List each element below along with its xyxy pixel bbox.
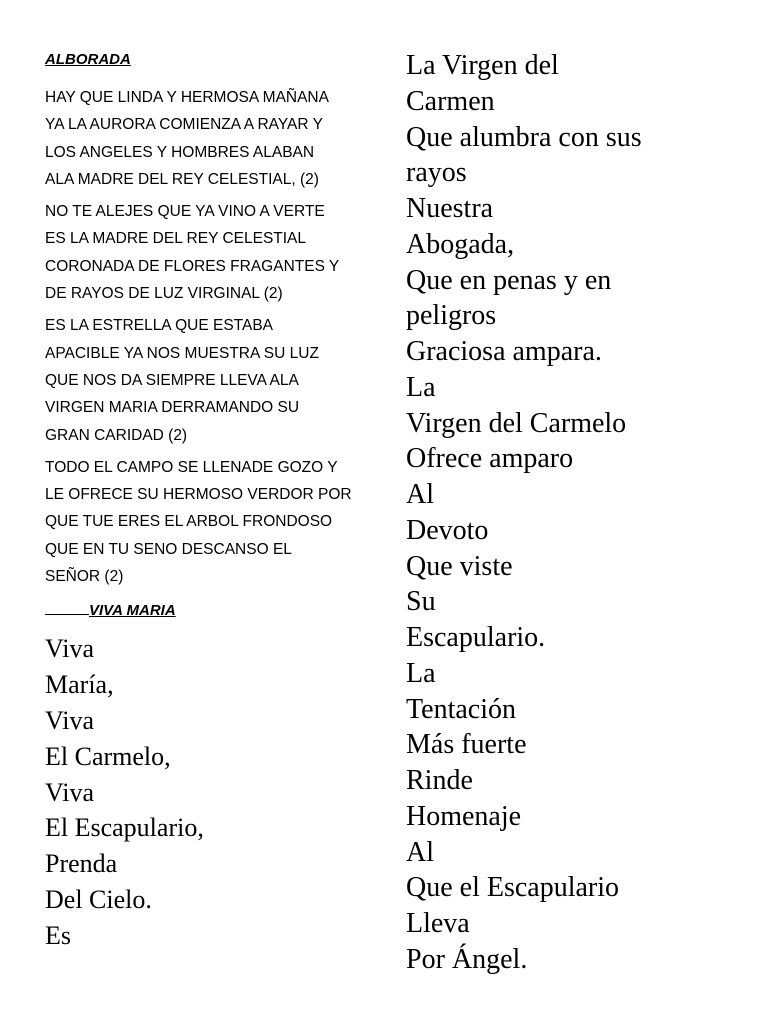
verse-line: Prenda — [45, 849, 118, 879]
verse-line: Viva — [45, 777, 94, 807]
verse-line: rayos — [406, 157, 467, 189]
verse-line: Carmen — [406, 85, 495, 117]
stanza-line: LE OFRECE SU HERMOSO VERDOR POR — [45, 486, 352, 504]
verse-line: Escapulario. — [406, 622, 546, 653]
title-underline-lead — [45, 600, 89, 615]
verse-line: Que en penas y en — [406, 264, 612, 296]
stanza-line: QUE EN TU SENO DESCANSO EL — [45, 540, 292, 558]
verse-line: Su — [406, 586, 436, 618]
verse-line: Devoto — [406, 514, 489, 546]
viva-maria-title-wrap — [45, 600, 375, 621]
verse-line: Viva — [45, 705, 94, 735]
verse-line: Viva — [45, 634, 94, 664]
verse-line: La Virgen del — [406, 50, 559, 81]
verse-line: Ofrece amparo — [406, 443, 574, 475]
stanza-line: YA LA AURORA COMIENZA A RAYAR Y — [45, 116, 323, 134]
verse-line: peligros — [406, 300, 497, 332]
right-column — [406, 48, 756, 978]
stanza-line: QUE TUE ERES EL ARBOL FRONDOSO — [45, 513, 333, 531]
alborada-title: ALBORADA — [45, 51, 131, 68]
stanza-line: GRAN CARIDAD (2) — [45, 426, 188, 444]
stanza-line: APACIBLE YA NOS MUESTRA SU LUZ — [45, 344, 319, 362]
verse-line: Del Cielo. — [45, 884, 152, 914]
verse-line: El Carmelo, — [45, 741, 171, 771]
verse-line: La — [406, 657, 436, 689]
verse-line: Por Ángel. — [406, 943, 528, 975]
verse-line: La — [406, 371, 436, 403]
stanza-1 — [45, 84, 375, 193]
verse-line: Más fuerte — [406, 729, 527, 761]
verse-line: Virgen del Carmelo — [406, 407, 627, 439]
verse-line: Graciosa ampara. — [406, 336, 602, 367]
viva-maria-lines — [45, 631, 375, 953]
verse-line: Al — [406, 479, 434, 510]
left-column — [45, 50, 375, 954]
verse-line: Que alumbra con sus — [406, 121, 642, 153]
stanza-line: NO TE ALEJES QUE YA VINO A VERTE — [45, 203, 325, 221]
stanza-line: VIRGEN MARIA DERRAMANDO SU — [45, 399, 300, 417]
stanza-line: ES LA MADRE DEL REY CELESTIAL — [45, 230, 307, 248]
stanza-line: ES LA ESTRELLA QUE ESTABA — [45, 317, 274, 335]
verse-line: Nuestra — [406, 193, 494, 224]
stanza-line: ALA MADRE DEL REY CELESTIAL, (2) — [45, 170, 319, 188]
stanza-line: LOS ANGELES Y HOMBRES ALABAN — [45, 143, 315, 161]
verse-line: Tentación — [406, 693, 516, 725]
verse-line: Es — [45, 920, 71, 950]
stanza-line: TODO EL CAMPO SE LLENADE GOZO Y — [45, 458, 338, 476]
verse-line: Que viste — [406, 550, 513, 582]
verse-line: María, — [45, 670, 114, 700]
verse-line: El Escapulario, — [45, 813, 204, 843]
stanza-4 — [45, 454, 375, 590]
verse-line: Rinde — [406, 765, 473, 796]
stanza-line: DE RAYOS DE LUZ VIRGINAL (2) — [45, 285, 283, 303]
stanza-line: CORONADA DE FLORES FRAGANTES Y — [45, 257, 340, 275]
verse-line: Al — [406, 836, 434, 868]
stanza-3 — [45, 312, 375, 448]
stanza-line: HAY QUE LINDA Y HERMOSA MAÑANA — [45, 89, 329, 106]
stanza-2 — [45, 198, 375, 307]
verse-line: Lleva — [406, 908, 470, 939]
verse-line: Homenaje — [406, 800, 522, 832]
right-verse-lines — [406, 48, 756, 978]
verse-line: Que el Escapulario — [406, 872, 620, 904]
viva-maria-title: VIVA MARIA — [89, 602, 176, 620]
stanza-line: SEÑOR (2) — [45, 568, 124, 586]
verse-line: Abogada, — [406, 228, 515, 260]
stanza-line: QUE NOS DA SIEMPRE LLEVA ALA — [45, 371, 299, 389]
